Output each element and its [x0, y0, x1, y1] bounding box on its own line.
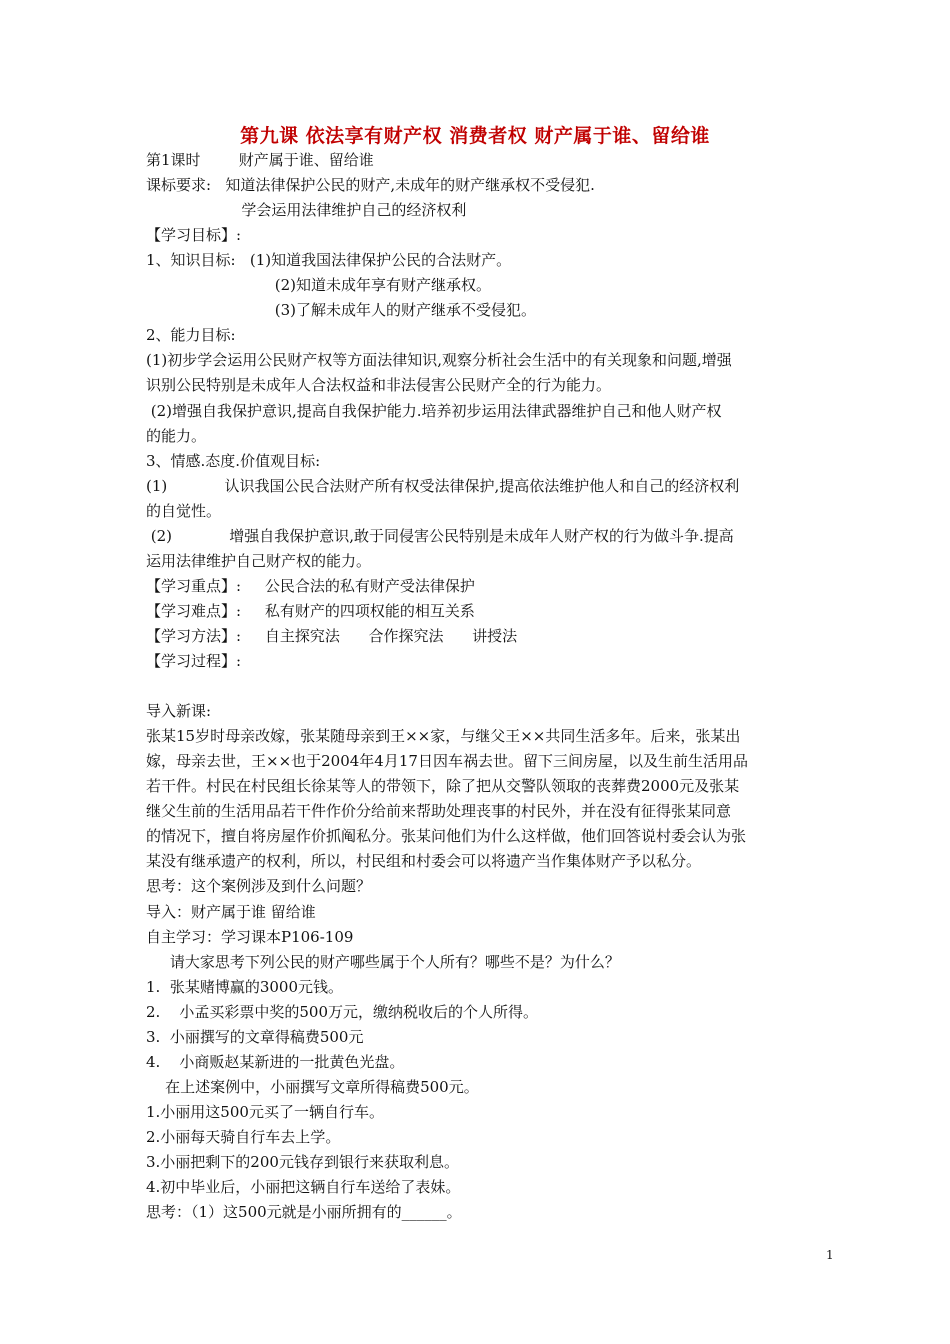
text-line: 思考：（1）这500元就是小丽所拥有的______。 — [146, 1203, 462, 1222]
text-line: 3、情感.态度.价值观目标: — [146, 451, 321, 470]
text-line: 自主学习：学习课本P106-109 — [146, 927, 354, 946]
text-line: 课标要求: 知道法律保护公民的财产,未成年的财产继承权不受侵犯. — [146, 176, 595, 195]
text-line: (1) 认识我国公民合法财产所有权受法律保护,提高依法维护他人和自己的经济权利 — [146, 476, 740, 495]
text-line: 【学习重点】: 公民合法的私有财产受法律保护 — [146, 576, 475, 595]
text-line: (2)知道未成年享有财产继承权。 — [146, 276, 491, 295]
text-line: 4. 小商贩赵某新进的一批黄色光盘。 — [146, 1052, 405, 1071]
text-line: 3.小丽把剩下的200元钱存到银行来获取利息。 — [146, 1153, 459, 1171]
text-line: 【学习方法】: 自主探究法 合作探究法 讲授法 — [146, 626, 518, 645]
text-line: 的能力。 — [146, 426, 207, 445]
text-line: 在上述案例中，小丽撰写文章所得稿费500元。 — [146, 1077, 479, 1096]
text-line: 学会运用法律维护自己的经济权利 — [146, 201, 467, 220]
text-line: 嫁，母亲去世，王××也于2004年4月17日因车祸去世。留下三间房屋，以及生前生活用品 — [146, 752, 748, 771]
text-line: 1.小丽用这500元买了一辆自行车。 — [146, 1102, 384, 1121]
text-line: 的自觉性。 — [146, 501, 222, 520]
text-line: 2. 小孟买彩票中奖的500万元，缴纳税收后的个人所得。 — [146, 1002, 539, 1021]
lesson-title: 第九课 依法享有财产权 消费者权 财产属于谁、留给谁 — [240, 125, 710, 147]
text-line: 第1课时 财产属于谁、留给谁 — [146, 151, 374, 169]
text-line: 2、能力目标: — [146, 326, 236, 345]
text-line: 导入新课: — [146, 702, 212, 721]
text-line: 【学习过程】: — [146, 652, 242, 670]
text-line: 张某15岁时母亲改嫁，张某随母亲到王××家，与继父王××共同生活多年。后来，张某出 — [146, 727, 741, 746]
text-line: 思考：这个案例涉及到什么问题？ — [146, 877, 372, 896]
text-line: 3. 小丽撰写的文章得稿费500元 — [146, 1027, 364, 1046]
text-line: 2.小丽每天骑自行车去上学。 — [146, 1127, 341, 1146]
text-line: 的情况下，擅自将房屋作价抓阄私分。张某问他们为什么这样做，他们回答说村委会认为张 — [146, 827, 747, 846]
text-line: 请大家思考下列公民的财产哪些属于个人所有？哪些不是？为什么？ — [146, 952, 620, 971]
text-line: 运用法律维护自己财产权的能力。 — [146, 551, 372, 570]
text-line: 导入：财产属于谁 留给谁 — [146, 902, 316, 921]
text-line: 4.初中毕业后，小丽把这辆自行车送给了表妹。 — [146, 1178, 461, 1197]
text-line: 1. 张某赌博赢的3000元钱。 — [146, 977, 344, 996]
text-line: 【学习难点】: 私有财产的四项权能的相互关系 — [146, 601, 475, 620]
text-line: (3)了解未成年人的财产继承不受侵犯。 — [146, 301, 536, 320]
text-line: (2) 增强自我保护意识,敢于同侵害公民特别是未成年人财产权的行为做斗争.提高 — [146, 526, 734, 545]
text-line: 【学习目标】: — [146, 226, 242, 245]
text-line: 1、知识目标: (1)知道我国法律保护公民的合法财产。 — [146, 251, 512, 270]
text-line: 若干件。村民在村民组长徐某等人的带领下，除了把从交警队领取的丧葬费2000元及张某 — [146, 777, 740, 796]
text-line: (2)增强自我保护意识,提高自我保护能力.培养初步运用法律武器维护自己和他人财产权 — [146, 401, 722, 420]
page-number: 1 — [826, 1248, 834, 1262]
text-line: (1)初步学会运用公民财产权等方面法律知识,观察分析社会生活中的有关现象和问题,增强 — [146, 351, 732, 370]
text-line: 某没有继承遗产的权利，所以，村民组和村委会可以将遗产当作集体财产予以私分。 — [146, 852, 702, 871]
text-line: 识别公民特别是未成年人合法权益和非法侵害公民财产全的行为能力。 — [146, 376, 612, 395]
text-line: 继父生前的生活用品若干件作价分给前来帮助处理丧事的村民外，并在没有征得张某同意 — [146, 802, 732, 821]
